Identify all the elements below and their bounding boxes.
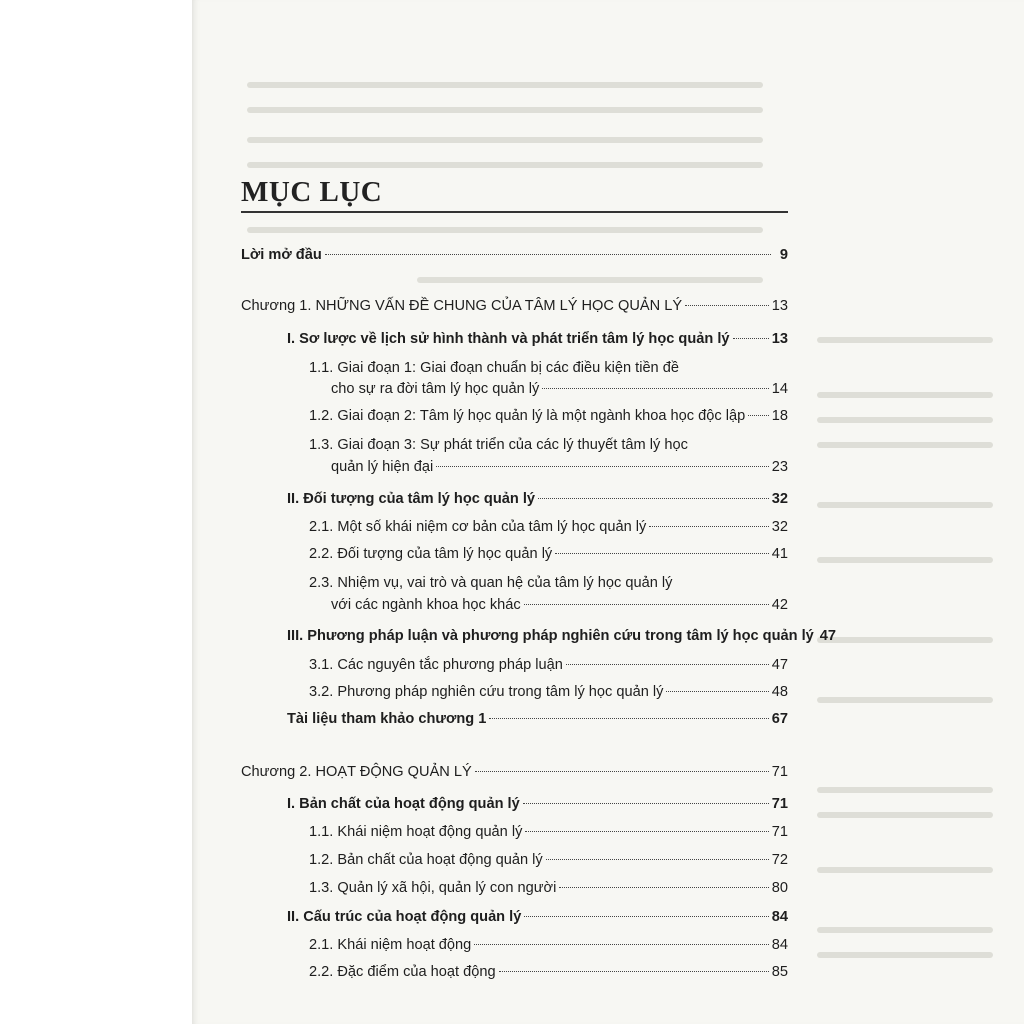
entry-page: 32	[771, 491, 788, 507]
entry-title: 2.1. Khái niệm hoạt động	[309, 937, 472, 953]
leader-dots	[733, 338, 769, 339]
leader-dots	[559, 887, 768, 888]
leader-dots	[666, 691, 768, 692]
entry-title: Tài liệu tham khảo chương 1	[287, 711, 487, 727]
entry-page: 72	[771, 852, 788, 868]
leader-dots	[525, 831, 768, 832]
entry-title: Chương 1. NHỮNG VẤN ĐỀ CHUNG CỦA TÂM LÝ HỌC QUẢN LÝ	[241, 298, 683, 314]
entry-page: 85	[771, 964, 788, 980]
entry-page: 9	[779, 247, 788, 263]
toc-entry-ch1-section-3[interactable]	[287, 627, 836, 645]
entry-title: cho sự ra đời tâm lý học quản lý	[331, 381, 540, 397]
entry-page: 41	[771, 546, 788, 562]
entry-page: 13	[771, 331, 788, 347]
toc-entry-ch1-1-3[interactable]	[331, 458, 788, 476]
toc-entry-ch2-1-1[interactable]	[309, 823, 788, 841]
entry-page: 14	[771, 381, 788, 397]
leader-dots	[542, 388, 768, 389]
toc-entry-ch1-section-2[interactable]	[287, 490, 788, 508]
toc-entry-ch1-3-2[interactable]	[309, 683, 788, 701]
toc-entry-ch1-section-1[interactable]	[287, 330, 788, 348]
entry-title: 2.1. Một số khái niệm cơ bản của tâm lý học quản lý	[309, 519, 647, 535]
entry-title: 2.2. Đặc điểm của hoạt động	[309, 964, 496, 980]
entry-title: Lời mở đầu	[241, 247, 322, 263]
leader-dots	[538, 498, 769, 499]
toc-entry-ch1-2-2[interactable]	[309, 545, 788, 563]
toc-entry-chapter-2[interactable]	[241, 763, 788, 781]
leader-dots	[685, 305, 769, 306]
toc-heading: MỤC LỤC	[241, 176, 383, 208]
entry-title: 2.2. Đối tượng của tâm lý học quản lý	[309, 546, 553, 562]
entry-title: 3.1. Các nguyên tắc phương pháp luận	[309, 657, 563, 673]
toc-entry-preface[interactable]	[241, 246, 788, 264]
toc-entry-ch1-1-1-line1[interactable]: 1.1. Giai đoạn 1: Giai đoạn chuẩn bị các điều kiện tiền đề	[309, 360, 679, 376]
toc-entry-ch1-3-1[interactable]	[309, 656, 788, 674]
leader-dots	[524, 604, 769, 605]
entry-title: quản lý hiện đại	[331, 459, 434, 475]
entry-title: 1.3. Quản lý xã hội, quản lý con người	[309, 880, 557, 896]
entry-page: 48	[771, 684, 788, 700]
entry-page: 47	[819, 628, 836, 644]
leader-dots	[436, 466, 769, 467]
toc-entry-chapter-1[interactable]	[241, 297, 788, 315]
toc-entry-ch1-2-3[interactable]	[331, 596, 788, 614]
toc-entry-ch1-1-3-line1[interactable]: 1.3. Giai đoạn 3: Sự phát triển của các lý thuyết tâm lý học	[309, 437, 688, 453]
entry-page: 84	[771, 937, 788, 953]
toc-entry-ch1-2-1[interactable]	[309, 518, 788, 536]
toc-entry-ch1-1-1[interactable]	[331, 380, 788, 398]
entry-title: 1.2. Bản chất của hoạt động quản lý	[309, 852, 543, 868]
entry-title: với các ngành khoa học khác	[331, 597, 521, 613]
entry-title: 1.2. Giai đoạn 2: Tâm lý học quản lý là một ngành khoa học độc lập	[309, 408, 746, 424]
entry-title: 1.1. Khái niệm hoạt động quản lý	[309, 824, 523, 840]
toc-entry-ch1-2-3-line1[interactable]: 2.3. Nhiệm vụ, vai trò và quan hệ của tâm lý học quản lý	[309, 575, 673, 591]
entry-page: 47	[771, 657, 788, 673]
leader-dots	[325, 254, 771, 255]
leader-dots	[475, 771, 769, 772]
leader-dots	[524, 916, 768, 917]
toc-entry-ch2-2-2[interactable]	[309, 963, 788, 981]
entry-title: II. Đối tượng của tâm lý học quản lý	[287, 491, 535, 507]
entry-title: I. Bản chất của hoạt động quản lý	[287, 796, 520, 812]
leader-dots	[546, 859, 769, 860]
toc-entry-ch2-1-2[interactable]	[309, 851, 788, 869]
leader-dots	[555, 553, 769, 554]
leader-dots	[566, 664, 769, 665]
entry-page: 67	[771, 711, 788, 727]
entry-page: 71	[771, 824, 788, 840]
entry-page: 42	[771, 597, 788, 613]
entry-page: 18	[771, 408, 788, 424]
toc-entry-ch2-2-1[interactable]	[309, 936, 788, 954]
entry-title: III. Phương pháp luận và phương pháp nghiên cứu trong tâm lý học quản lý	[287, 628, 814, 644]
entry-title: 3.2. Phương pháp nghiên cứu trong tâm lý học quản lý	[309, 684, 664, 700]
leader-dots	[748, 415, 769, 416]
leader-dots	[649, 526, 768, 527]
leader-dots	[499, 971, 769, 972]
entry-title: I. Sơ lược về lịch sử hình thành và phát triển tâm lý học quản lý	[287, 331, 730, 347]
leader-dots	[474, 944, 768, 945]
entry-page: 71	[771, 764, 788, 780]
leader-dots	[523, 803, 769, 804]
toc-entry-ch2-section-1[interactable]	[287, 795, 788, 813]
entry-page: 13	[771, 298, 788, 314]
entry-page: 23	[771, 459, 788, 475]
entry-page: 71	[771, 796, 788, 812]
leader-dots	[489, 718, 768, 719]
entry-page: 84	[771, 909, 788, 925]
toc-entry-ch2-1-3[interactable]	[309, 879, 788, 897]
toc-entry-ch2-section-2[interactable]	[287, 908, 788, 926]
entry-title: Chương 2. HOẠT ĐỘNG QUẢN LÝ	[241, 764, 472, 780]
entry-title: II. Cấu trúc của hoạt động quản lý	[287, 909, 522, 925]
entry-page: 80	[771, 880, 788, 896]
toc-entry-ch1-references[interactable]	[287, 710, 788, 728]
toc-entry-ch1-1-2[interactable]	[309, 407, 788, 425]
entry-page: 32	[771, 519, 788, 535]
